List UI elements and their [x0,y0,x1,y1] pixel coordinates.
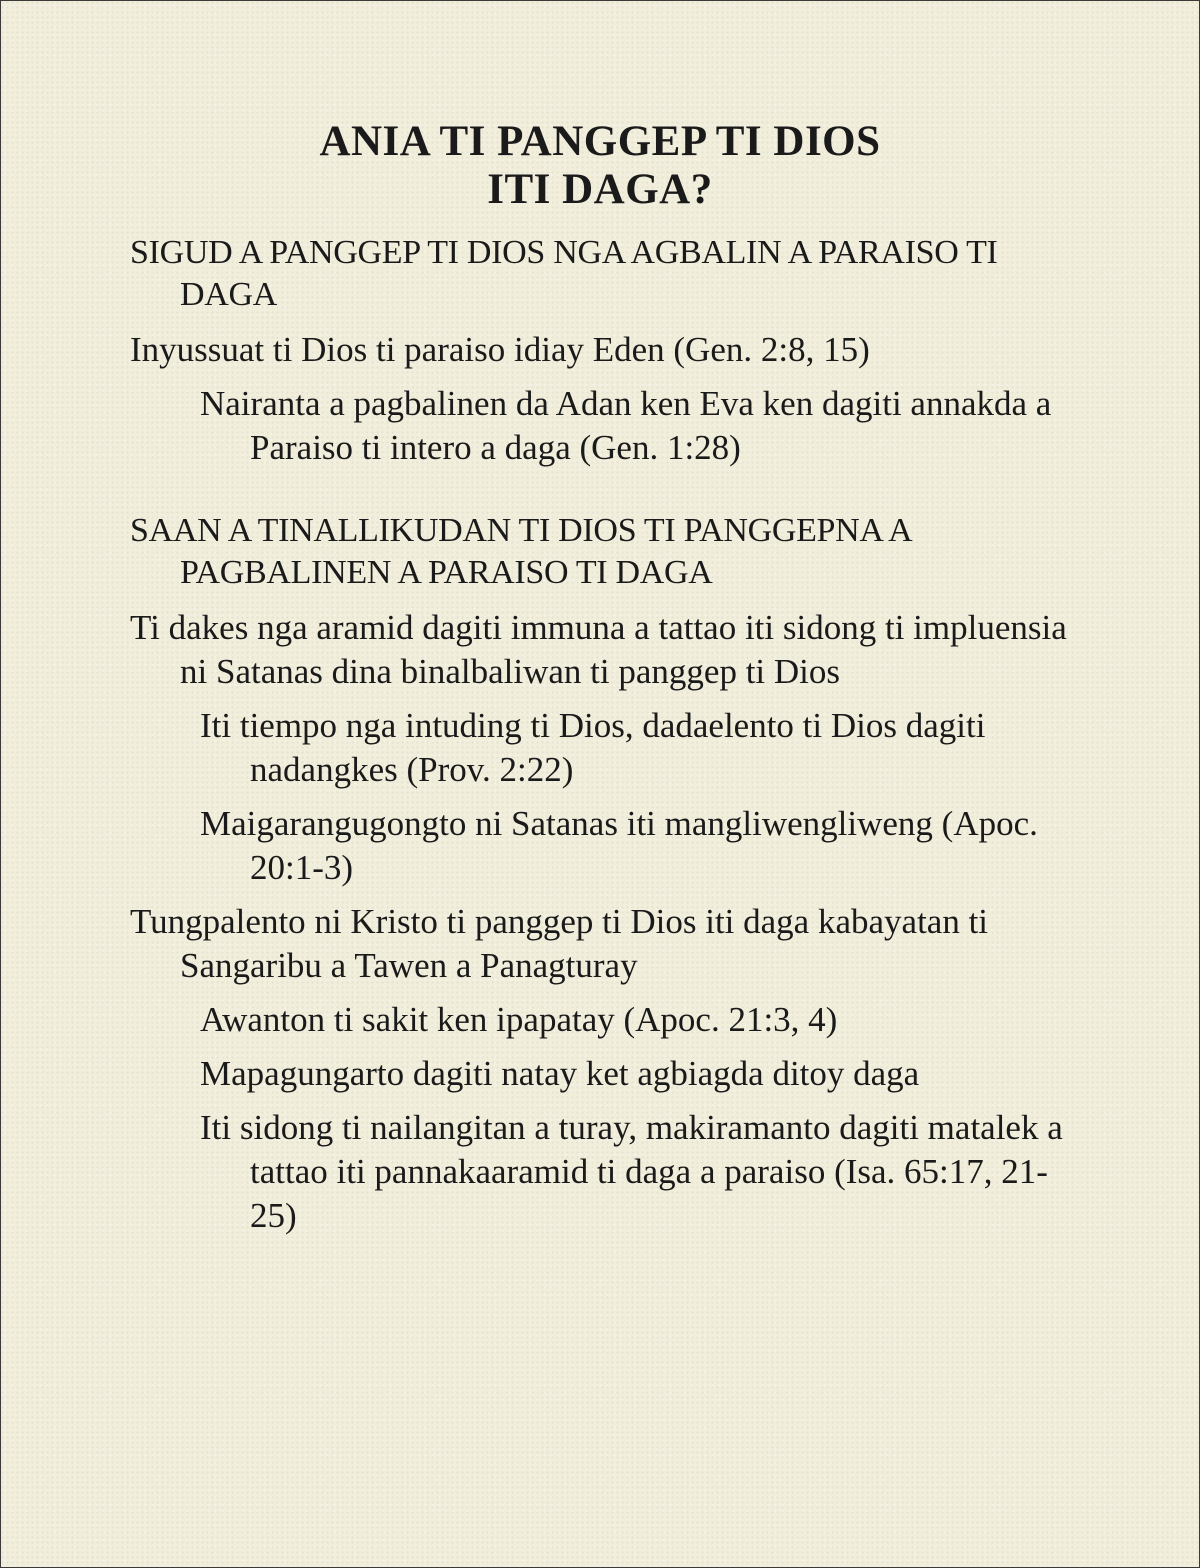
outline-subpoint: Nairanta a pagbalinen da Adan ken Eva ken dagiti annakda a Paraiso ti intero a daga (Gen. 1:28) [200,384,1052,467]
page-title-line-1: ANIA TI PANGGEP TI DIOS [319,118,881,165]
page-title [130,118,1090,214]
section-2 [130,510,1090,1238]
outline-subpoint: Iti sidong ti nailangitan a turay, makiramanto dagiti matalek a tattao iti pannakaaramid ti daga a paraiso (Isa. 65:17, 21-25) [200,1108,1063,1235]
outline-content [130,118,1090,1248]
outline-subpoint: Maigarangugongto ni Satanas iti mangliwengliweng (Apoc. 20:1-3) [200,804,1038,887]
section-1 [130,232,1090,470]
section-heading: SAAN A TINALLIKUDAN TI DIOS TI PANGGEPNA A PAGBALINEN A PARAISO TI DAGA [130,512,911,591]
outline-point: Tungpalento ni Kristo ti panggep ti Dios iti daga kabayatan ti Sangaribu a Tawen a Panagturay [130,902,989,985]
outline-subpoint: Mapagungarto dagiti natay ket agbiagda ditoy daga [200,1054,920,1093]
outline-point: Inyussuat ti Dios ti paraiso idiay Eden (Gen. 2:8, 15) [130,330,870,369]
outline-subpoint: Awanton ti sakit ken ipapatay (Apoc. 21:3, 4) [200,1000,838,1039]
page-title-line-2: ITI DAGA? [487,166,713,213]
section-heading: SIGUD A PANGGEP TI DIOS NGA AGBALIN A PARAISO TI DAGA [130,234,998,313]
outline-subpoint: Iti tiempo nga intuding ti Dios, dadaelento ti Dios dagiti nadangkes (Prov. 2:22) [200,706,986,789]
outline-point: Ti dakes nga aramid dagiti immuna a tattao iti sidong ti impluensia ni Satanas dina binalbaliwan ti panggep ti Dios [130,608,1067,691]
